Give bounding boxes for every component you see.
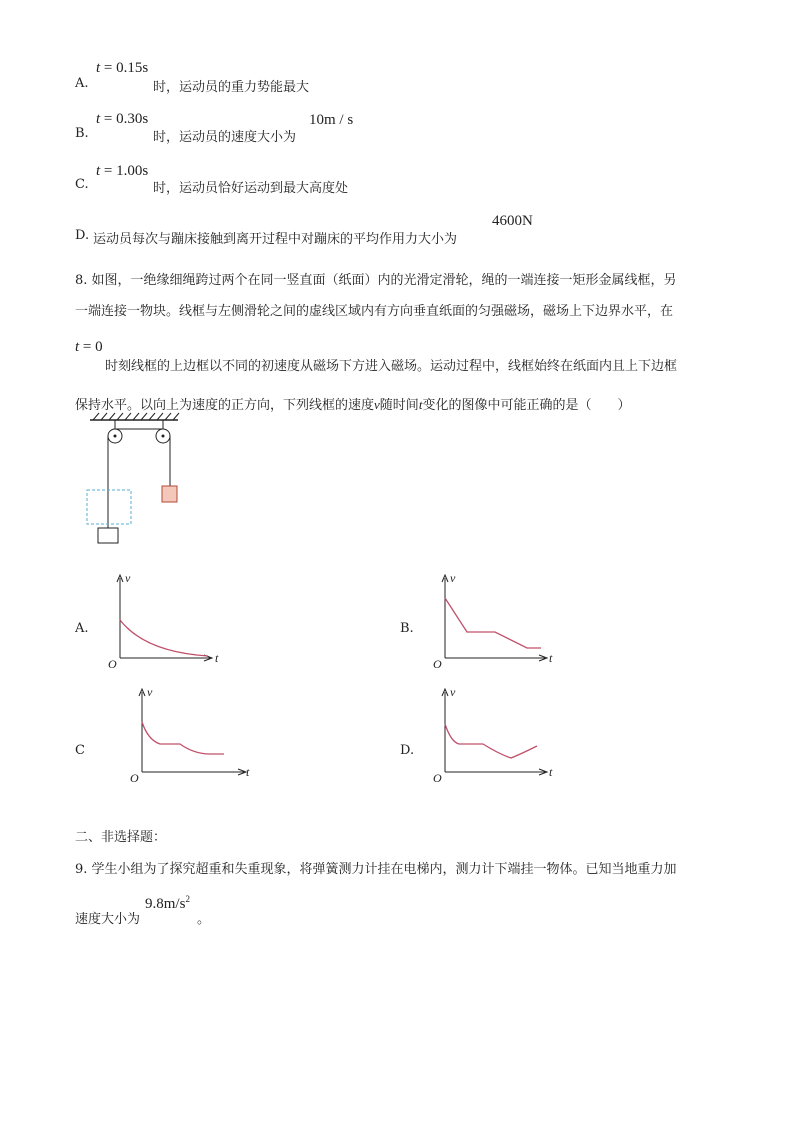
- left-pulley: [108, 420, 122, 443]
- graph-d-v-label: v: [450, 685, 456, 699]
- option-a-text: 时，运动员的重力势能最大: [153, 80, 310, 95]
- option-a-letter: A.: [75, 76, 89, 91]
- graph-a-origin: O: [108, 657, 117, 671]
- option-b-math: t = 0.30s: [96, 111, 149, 127]
- option-c-letter: C.: [75, 177, 89, 192]
- graph-d-t-label: t: [549, 765, 553, 779]
- graph-a-v-label: v: [125, 571, 131, 585]
- block: [162, 486, 177, 502]
- option-b-text: 时，运动员的速度大小为: [153, 130, 297, 145]
- option-b-value: 10m / s: [309, 112, 354, 128]
- option-c-math: t = 1.00s: [96, 163, 149, 179]
- q8-line-4: 保持水平。以向上为速度的正方向，下列线框的速度v随时间t变化的图像中可能正确的是（ ）: [75, 397, 631, 413]
- q9-line-2b: 。: [197, 912, 211, 927]
- graph-c: [122, 684, 257, 784]
- graph-a-curve: [120, 620, 208, 656]
- pulley-diagram: [85, 410, 195, 550]
- graph-a: [100, 570, 230, 670]
- option-d-value: 4600N: [492, 213, 533, 229]
- graph-c-t-label: t: [246, 765, 250, 779]
- q9-g-value: $9.8m/s^2$: [145, 894, 190, 912]
- option-d-letter: D.: [75, 228, 90, 243]
- magnetic-field-region: [87, 490, 131, 524]
- q8-line-1: 8. 如图，一绝缘细绳跨过两个在同一竖直面（纸面）内的光滑定滑轮，绳的一端连接一矩形金属线框，另: [75, 273, 677, 288]
- graph-b-curve: [445, 598, 541, 648]
- graph-b-label: B.: [400, 621, 414, 636]
- graph-c-origin: O: [130, 771, 139, 785]
- section-heading: 二、非选择题：: [75, 830, 167, 845]
- option-c-text: 时，运动员恰好运动到最大高度处: [153, 181, 349, 196]
- q8-line-3: 时刻线框的上边框以不同的初速度从磁场下方进入磁场。运动过程中，线框始终在纸面内且上下边框: [105, 359, 678, 374]
- graph-d-label: D.: [400, 743, 415, 758]
- option-a-math: t = 0.15s: [96, 60, 149, 76]
- q9-line-1: 9. 学生小组为了探究超重和失重现象，将弹簧测力计挂在电梯内，测力计下端挂一物体。已知当地重力加: [75, 862, 677, 877]
- option-d-text: 运动员每次与蹦床接触到离开过程中对蹦床的平均作用力大小为: [93, 232, 458, 247]
- graph-c-v-label: v: [147, 685, 153, 699]
- graph-d: [425, 684, 560, 784]
- graph-b: [425, 570, 555, 670]
- graph-b-t-label: t: [549, 651, 553, 665]
- graph-a-label: A.: [75, 621, 89, 636]
- q8-t0: t = 0: [75, 339, 103, 355]
- wire-frame: [98, 528, 118, 543]
- graph-d-curve: [445, 724, 537, 758]
- right-pulley: [156, 420, 170, 443]
- graph-c-label: C: [75, 743, 85, 758]
- q8-line-2: 一端连接一物块。线框与左侧滑轮之间的虚线区域内有方向垂直纸面的匀强磁场，磁场上下边界水平，在: [75, 304, 674, 319]
- graph-b-v-label: v: [450, 571, 456, 585]
- graph-c-curve: [142, 722, 224, 754]
- q9-line-2a: 速度大小为: [75, 912, 141, 927]
- graph-b-origin: O: [433, 657, 442, 671]
- option-b-letter: B.: [75, 126, 89, 141]
- graph-d-origin: O: [433, 771, 442, 785]
- graph-a-t-label: t: [215, 651, 219, 665]
